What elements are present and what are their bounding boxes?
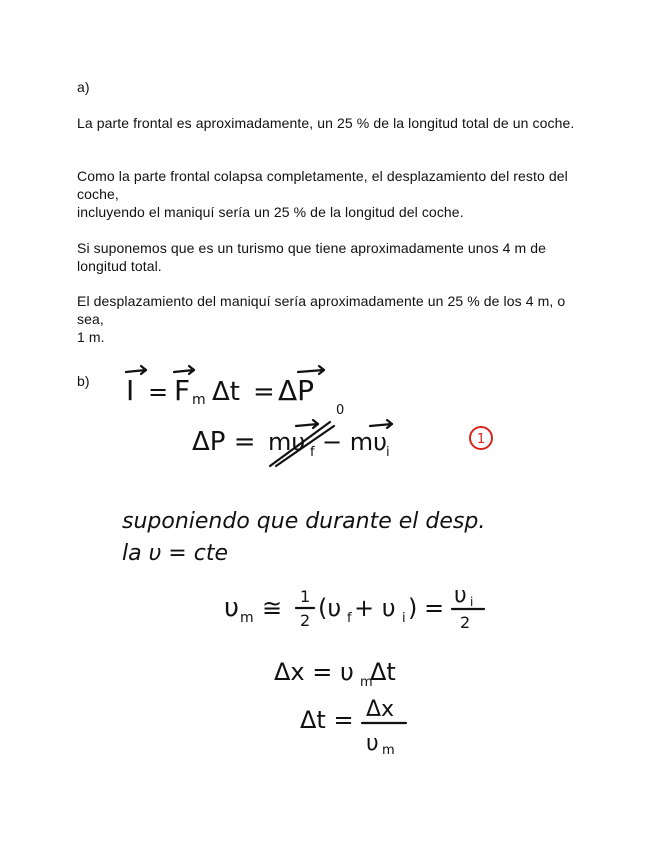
paragraph-front-length (77, 114, 582, 132)
equals-sign: = (424, 594, 445, 622)
force-subscript: m (192, 392, 206, 408)
time-equation (298, 692, 428, 762)
paren-v-final: (υ (318, 594, 342, 622)
part-b-label: b) (77, 373, 90, 389)
delta-t: Δt (370, 658, 396, 686)
paragraph-car-length (77, 239, 582, 275)
delta-p-equals: ΔP = (192, 427, 256, 457)
paragraph-text: La parte frontal es aproximadamente, un 25 % de la longitud total de un coche. (77, 115, 575, 131)
result-numerator: υ (454, 583, 467, 608)
paragraph-text: Si suponemos que es un turismo que tiene aproximadamente unos 4 m de longitud total. (77, 240, 547, 274)
mean-subscript: m (240, 610, 254, 626)
approx-sign: ≅ (262, 594, 283, 622)
zero-mark: 0 (336, 403, 345, 418)
grade-mark (467, 424, 495, 452)
displacement-equation (272, 650, 432, 690)
note-line-2: la υ = cte (122, 541, 228, 566)
displacement-expression: Δx = υ (274, 658, 354, 686)
paragraph-line: 1 m. (77, 329, 105, 345)
delta-p: ΔP (278, 374, 315, 407)
vector-arrow-icon (298, 370, 324, 372)
minus-m-v-initial: − mυ (322, 428, 388, 456)
delta-t: Δt (212, 377, 240, 407)
equals-sign: = (253, 377, 275, 407)
result-denominator: 2 (460, 613, 471, 632)
final-subscript: f (310, 445, 315, 460)
v-mean: υ (224, 593, 240, 623)
paragraph-line: El desplazamiento del maniquí sería aproximadamente un 25 % de los 4 m, o sea, (77, 293, 566, 327)
equals-sign: = (148, 378, 169, 406)
part-a-label: a) (77, 79, 90, 95)
handwritten-note (120, 500, 520, 570)
half-numerator: 1 (300, 587, 311, 606)
mean-velocity-equation (222, 578, 492, 638)
fraction-denominator: υ (366, 731, 379, 756)
close-paren: ) (408, 594, 418, 622)
paragraph-dummy-displacement (77, 292, 582, 346)
initial-subscript: i (402, 611, 406, 626)
fraction-numerator: Δx (366, 697, 395, 722)
result-numerator-subscript: i (470, 595, 474, 609)
m-v-final: mυ (268, 428, 306, 456)
note-line-1: suponiendo que durante el desp. (122, 509, 486, 534)
plus-v-initial: + υ (354, 594, 396, 622)
mean-subscript: m (382, 743, 395, 758)
half-denominator: 2 (300, 611, 311, 630)
impulse-symbol: I (126, 374, 135, 407)
mean-subscript: m (360, 675, 373, 690)
delta-t-equals: Δt = (300, 706, 354, 734)
initial-subscript: i (386, 445, 390, 460)
paragraph-line: Como la parte frontal colapsa completamente, el desplazamiento del resto del coche, (77, 168, 568, 202)
grade-mark-number: 1 (476, 432, 486, 447)
paragraph-collapse (77, 167, 582, 221)
final-subscript: f (347, 611, 352, 626)
force-symbol: F (174, 374, 191, 407)
paragraph-line: incluyendo el maniquí sería un 25 % de la longitud del coche. (77, 204, 464, 220)
momentum-change-equation (190, 400, 410, 470)
